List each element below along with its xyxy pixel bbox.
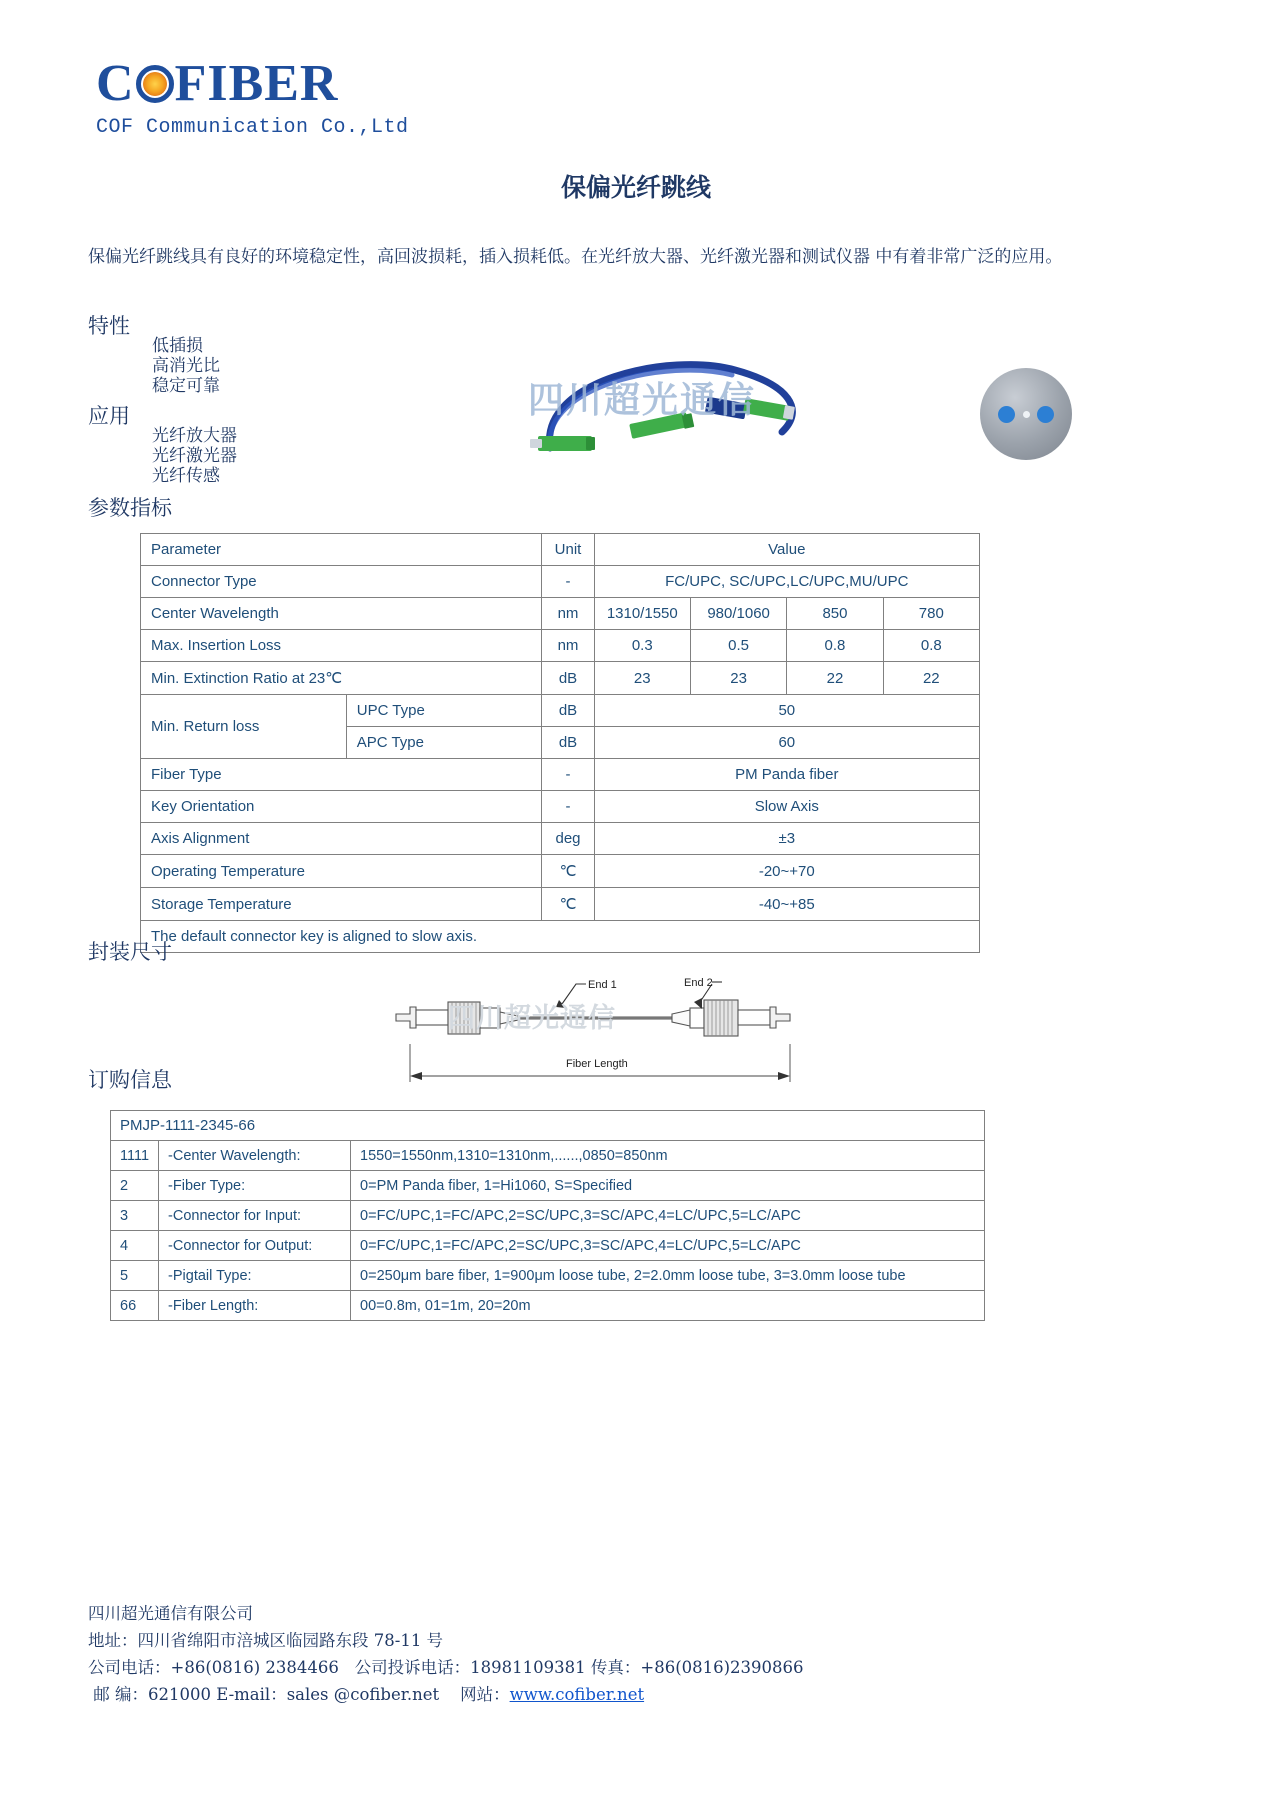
order-digit: 4 xyxy=(111,1231,159,1261)
order-code: PMJP-1111-2345-66 xyxy=(111,1111,985,1141)
row-sublabel-upc: UPC Type xyxy=(346,695,542,727)
ordering-heading: 订购信息 xyxy=(88,1068,172,1092)
row-value-2: 980/1060 xyxy=(690,598,786,630)
list-item: 高消光比 xyxy=(152,356,220,376)
row-value: -40~+85 xyxy=(594,888,979,921)
table-row xyxy=(141,598,980,630)
row-value-1: 1310/1550 xyxy=(594,598,690,630)
row-value: Slow Axis xyxy=(594,791,979,823)
drawing-watermark: 四川超光通信 xyxy=(448,1003,616,1034)
list-item: 光纤激光器 xyxy=(152,446,237,466)
table-row xyxy=(111,1201,985,1231)
logo-letters-fiber: FIBER xyxy=(174,55,339,112)
row-value: 50 xyxy=(594,695,979,727)
row-value-3: 22 xyxy=(787,662,883,695)
table-row xyxy=(111,1261,985,1291)
ordering-information-table xyxy=(110,1110,985,1321)
row-unit: dB xyxy=(542,695,594,727)
end1-label: End 1 xyxy=(588,979,617,991)
row-value-2: 23 xyxy=(690,662,786,695)
spec-note: The default connector key is aligned to slow axis. xyxy=(141,921,980,953)
sun-burst-icon xyxy=(136,65,174,103)
row-unit: ℃ xyxy=(542,888,594,921)
company-logo xyxy=(96,55,409,139)
logo-letter-c: C xyxy=(96,55,135,112)
table-note-row xyxy=(141,921,980,953)
fiber-cross-section-icon xyxy=(980,368,1072,460)
header-parameter: Parameter xyxy=(141,534,542,566)
order-code-row xyxy=(111,1111,985,1141)
table-row xyxy=(111,1291,985,1321)
table-row xyxy=(111,1141,985,1171)
table-row xyxy=(141,888,980,921)
order-field-desc: 00=0.8m, 01=1m, 20=20m xyxy=(351,1291,985,1321)
header-value: Value xyxy=(594,534,979,566)
row-value: PM Panda fiber xyxy=(594,759,979,791)
order-field-desc: 0=FC/UPC,1=FC/APC,2=SC/UPC,3=SC/APC,4=LC/UPC,5=LC/APC xyxy=(351,1231,985,1261)
row-value: ±3 xyxy=(594,823,979,855)
row-value-4: 22 xyxy=(883,662,979,695)
table-row xyxy=(141,695,980,727)
table-row xyxy=(141,662,980,695)
footer-phones: 公司电话：+86(0816) 2384466 公司投诉电话：18981109381 传真：+86(0816)2390866 xyxy=(88,1658,804,1677)
table-row xyxy=(141,566,980,598)
row-unit: nm xyxy=(542,630,594,662)
footer-postal-email xyxy=(88,1681,1188,1708)
row-label-return-loss: Min. Return loss xyxy=(141,695,347,759)
photo-watermark: 四川超光通信 xyxy=(528,380,757,421)
footer-address: 地址：四川省绵阳市涪城区临园路东段 78-11 号 xyxy=(88,1631,444,1650)
table-row xyxy=(141,791,980,823)
row-label: Max. Insertion Loss xyxy=(141,630,542,662)
order-field-name: -Connector for Input: xyxy=(159,1201,351,1231)
parameters-heading: 参数指标 xyxy=(88,496,172,520)
specification-table xyxy=(140,533,980,953)
order-digit: 66 xyxy=(111,1291,159,1321)
table-header-row xyxy=(141,534,980,566)
page-title: 保偏光纤跳线 xyxy=(560,173,711,202)
list-item: 光纤传感 xyxy=(152,466,220,486)
row-value: FC/UPC, SC/UPC,LC/UPC,MU/UPC xyxy=(594,566,979,598)
row-unit: dB xyxy=(542,662,594,695)
table-row xyxy=(141,630,980,662)
row-label: Axis Alignment xyxy=(141,823,542,855)
row-label: Key Orientation xyxy=(141,791,542,823)
features-heading: 特性 xyxy=(88,314,130,338)
row-label: Storage Temperature xyxy=(141,888,542,921)
row-unit: deg xyxy=(542,823,594,855)
row-value-4: 0.8 xyxy=(883,630,979,662)
order-field-desc: 1550=1550nm,1310=1310nm,......,0850=850nm xyxy=(351,1141,985,1171)
logo-tagline: COF Communication Co.,Ltd xyxy=(96,116,409,139)
logo-wordmark xyxy=(96,55,409,112)
fiber-length-label: Fiber Length xyxy=(566,1058,628,1070)
row-value-1: 23 xyxy=(594,662,690,695)
footer-postal-text: 邮 编：621000 E-mail：sales @cofiber.net 网站： xyxy=(88,1685,510,1704)
order-field-name: -Fiber Type: xyxy=(159,1171,351,1201)
list-item: 稳定可靠 xyxy=(152,376,220,396)
applications-list xyxy=(152,426,237,486)
table-row xyxy=(141,855,980,888)
order-field-name: -Connector for Output: xyxy=(159,1231,351,1261)
row-label: Center Wavelength xyxy=(141,598,542,630)
table-row xyxy=(111,1231,985,1261)
page-footer xyxy=(88,1600,1188,1708)
order-field-name: -Fiber Length: xyxy=(159,1291,351,1321)
table-row xyxy=(141,759,980,791)
row-value-1: 0.3 xyxy=(594,630,690,662)
footer-company: 四川超光通信有限公司 xyxy=(88,1604,253,1623)
row-unit: nm xyxy=(542,598,594,630)
row-label: Operating Temperature xyxy=(141,855,542,888)
intro-paragraph: 保偏光纤跳线具有良好的环境稳定性，高回波损耗，插入损耗低。在光纤放大器、光纤激光器和测试仪器 中有着非常广泛的应用。 xyxy=(88,247,1063,267)
order-field-name: -Center Wavelength: xyxy=(159,1141,351,1171)
order-digit: 1111 xyxy=(111,1141,159,1171)
row-label: Fiber Type xyxy=(141,759,542,791)
order-field-desc: 0=250μm bare fiber, 1=900μm loose tube, 2=2.0mm loose tube, 3=3.0mm loose tube xyxy=(351,1261,985,1291)
order-digit: 2 xyxy=(111,1171,159,1201)
row-unit: - xyxy=(542,566,594,598)
row-value-3: 0.8 xyxy=(787,630,883,662)
applications-heading: 应用 xyxy=(88,404,130,428)
product-photo xyxy=(520,340,1080,490)
row-value: 60 xyxy=(594,727,979,759)
row-value: -20~+70 xyxy=(594,855,979,888)
dimension-drawing xyxy=(390,962,820,1102)
row-value-3: 850 xyxy=(787,598,883,630)
order-field-name: -Pigtail Type: xyxy=(159,1261,351,1291)
row-label: Min. Extinction Ratio at 23℃ xyxy=(141,662,542,695)
row-sublabel-apc: APC Type xyxy=(346,727,542,759)
row-value-2: 0.5 xyxy=(690,630,786,662)
row-label: Connector Type xyxy=(141,566,542,598)
order-digit: 3 xyxy=(111,1201,159,1231)
row-unit: ℃ xyxy=(542,855,594,888)
list-item: 低插损 xyxy=(152,336,203,356)
list-item: 光纤放大器 xyxy=(152,426,237,446)
features-list xyxy=(152,336,220,396)
table-row xyxy=(111,1171,985,1201)
row-value-4: 780 xyxy=(883,598,979,630)
row-unit: - xyxy=(542,759,594,791)
order-digit: 5 xyxy=(111,1261,159,1291)
order-field-desc: 0=PM Panda fiber, 1=Hi1060, S=Specified xyxy=(351,1171,985,1201)
header-unit: Unit xyxy=(542,534,594,566)
table-row xyxy=(141,823,980,855)
dimensions-heading: 封装尺寸 xyxy=(88,940,172,964)
row-unit: - xyxy=(542,791,594,823)
footer-website-link[interactable]: www.cofiber.net xyxy=(509,1685,645,1704)
row-unit: dB xyxy=(542,727,594,759)
end2-label: End 2 xyxy=(684,977,713,989)
order-field-desc: 0=FC/UPC,1=FC/APC,2=SC/UPC,3=SC/APC,4=LC/UPC,5=LC/APC xyxy=(351,1201,985,1231)
